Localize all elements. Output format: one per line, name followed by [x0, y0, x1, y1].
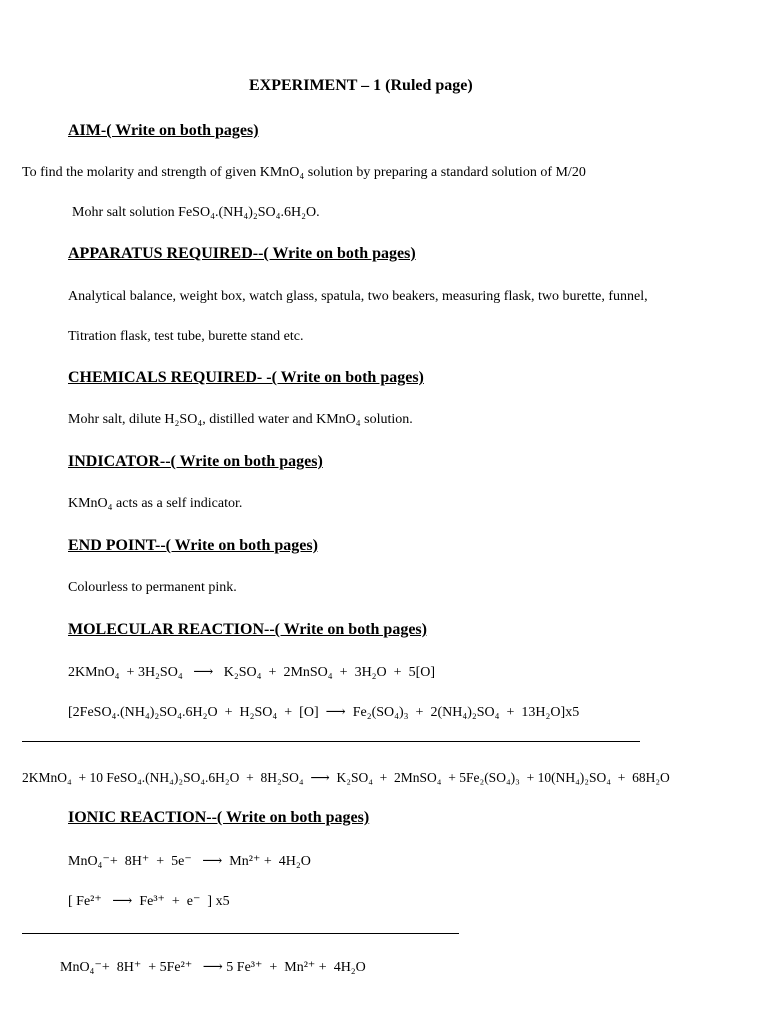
apparatus-heading: APPARATUS REQUIRED--( Write on both pages) — [68, 245, 416, 262]
molecular-sum-divider — [22, 741, 640, 742]
indicator-text: KMnO₄ acts as a self indicator. — [68, 496, 243, 511]
apparatus-text-line2: Titration flask, test tube, burette stand etc. — [68, 329, 304, 344]
ionic-equation-1: MnO₄⁻+ 8H⁺ + 5e⁻ ⟶ Mn²⁺ + 4H₂O — [68, 854, 311, 869]
ionic-net-equation: MnO₄⁻+ 8H⁺ + 5Fe²⁺ ⟶ 5 Fe³⁺ + Mn²⁺ + 4H₂O — [60, 960, 366, 975]
molecular-equation-1: 2KMnO₄ + 3H₂SO₄ ⟶ K₂SO₄ + 2MnSO₄ + 3H₂O + 5[O] — [68, 665, 436, 680]
molecular-net-equation: 2KMnO₄ + 10 FeSO₄.(NH₄)₂SO₄.6H₂O + 8H₂SO₄ ⟶ K₂SO₄ + 2MnSO₄ + 5Fe₂(SO₄)₃ + 10(NH₄)₂SO₄ + 68H₂O — [22, 770, 670, 785]
aim-text-line2: Mohr salt solution FeSO₄.(NH₄)₂SO₄.6H₂O. — [72, 205, 320, 220]
page-title: EXPERIMENT – 1 (Ruled page) — [249, 77, 473, 94]
molecular-equation-2: [2FeSO₄.(NH₄)₂SO₄.6H₂O + H₂SO₄ + [O] ⟶ Fe₂(SO₄)₃ + 2(NH₄)₂SO₄ + 13H₂O]x5 — [68, 705, 580, 720]
ionic-equation-2: [ Fe²⁺ ⟶ Fe³⁺ + e⁻ ] x5 — [68, 894, 230, 909]
chemicals-text: Mohr salt, dilute H₂SO₄, distilled water and KMnO₄ solution. — [68, 412, 413, 427]
aim-heading: AIM-( Write on both pages) — [68, 122, 259, 139]
apparatus-text-line1: Analytical balance, weight box, watch glass, spatula, two beakers, measuring flask, two burette, funnel, — [68, 289, 648, 304]
molecular-reaction-heading: MOLECULAR REACTION--( Write on both pages) — [68, 621, 427, 638]
ionic-sum-divider — [22, 933, 459, 934]
indicator-heading: INDICATOR--( Write on both pages) — [68, 453, 323, 470]
end-point-heading: END POINT--( Write on both pages) — [68, 537, 318, 554]
chemicals-heading: CHEMICALS REQUIRED- -( Write on both pages) — [68, 369, 424, 386]
end-point-text: Colourless to permanent pink. — [68, 580, 237, 595]
ionic-reaction-heading: IONIC REACTION--( Write on both pages) — [68, 809, 370, 826]
aim-text-line1: To find the molarity and strength of given KMnO₄ solution by preparing a standard solution of M/20 — [22, 165, 586, 180]
